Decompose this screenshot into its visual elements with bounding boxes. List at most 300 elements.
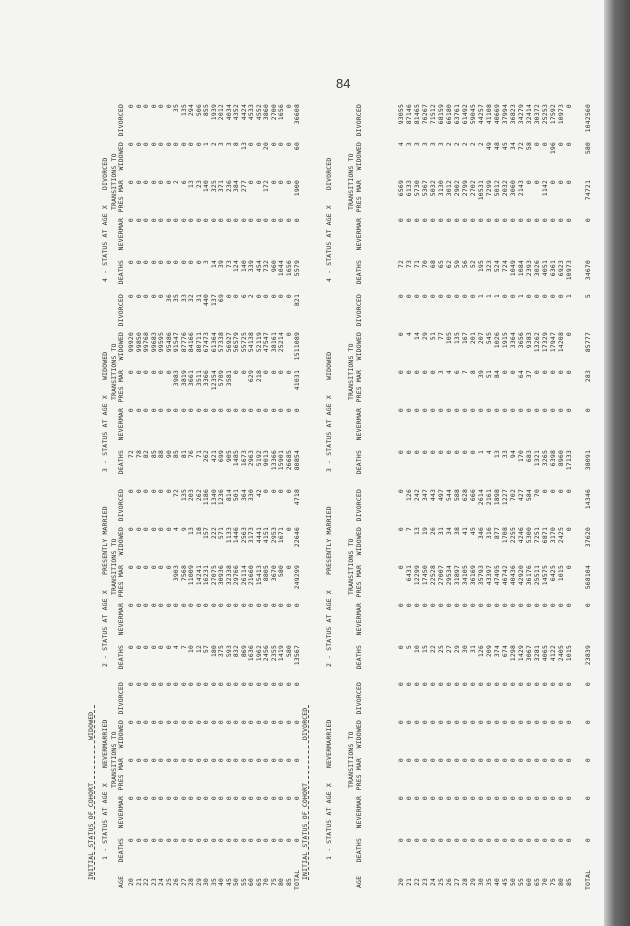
cell-divorced: 242 — [413, 489, 421, 502]
cell-nevermar: 0 — [224, 796, 233, 801]
cell-nevermar: 0 — [445, 408, 453, 413]
age-label: 28 — [187, 877, 195, 886]
age-label: 55 — [517, 877, 525, 886]
cell-divorced: 30372 — [533, 104, 541, 125]
cell-pres-mar: 0 — [469, 758, 477, 763]
cell-widowed: 84166 — [187, 332, 195, 353]
cell-deaths: 454 — [254, 260, 263, 273]
cell-pres-mar: 0 — [134, 370, 143, 375]
cell-pres-mar: 0 — [134, 180, 143, 185]
cell-pres-mar: 3983 — [172, 370, 180, 387]
cell-deaths: 70 — [421, 260, 429, 269]
cell-widowed: 0 — [397, 720, 405, 725]
cell-nevermar: 0 — [557, 408, 565, 413]
cell-divorced: 330 — [247, 489, 255, 502]
cell-deaths: 85 — [149, 450, 158, 459]
cell-pres-mar: 0 — [557, 180, 565, 185]
cell-divorced: 0 — [164, 104, 173, 109]
cell-nevermar: 0 — [517, 603, 525, 608]
cell-nevermar: 0 — [421, 603, 429, 608]
cell-pres-mar: 0 — [565, 370, 573, 375]
age-label: 24 — [429, 877, 437, 886]
cell-pres-mar: 3060 — [509, 180, 517, 197]
cell-pres-mar: 277 — [239, 180, 248, 193]
cell-deaths: 593 — [224, 645, 233, 658]
cell-divorced: 0 — [217, 682, 225, 687]
cell-deaths: 0 — [405, 838, 413, 843]
cell-widowed: 13262 — [533, 332, 541, 353]
column-header-divorced: DIVORCED — [355, 682, 363, 715]
cell-pres-mar: 51 — [485, 370, 493, 379]
cell-nevermar: 0 — [277, 603, 285, 608]
age-label: 55 — [239, 877, 248, 886]
cell-widowed: 0 — [127, 527, 135, 532]
cell-widowed: 29 — [421, 332, 429, 341]
cell-divorced: 37994 — [501, 104, 509, 125]
cell-pres-mar: 25511 — [533, 565, 541, 586]
cell-widowed: 3364 — [509, 332, 517, 349]
cell-deaths: 1044 — [277, 260, 285, 277]
section-heading: 1 - STATUS AT AGE X — [101, 783, 109, 860]
cell-divorced: 0 — [501, 294, 509, 299]
cell-divorced: 364 — [239, 489, 248, 502]
age-label: 65 — [533, 877, 541, 886]
cell-deaths: 0 — [453, 838, 461, 843]
cell-divorced: 0 — [194, 682, 203, 687]
cell-divorced: 0 — [413, 682, 421, 687]
cell-nevermar: 0 — [557, 218, 565, 223]
column-header-divorced: DIVORCED — [117, 104, 125, 137]
cell-nevermar: 0 — [461, 796, 469, 801]
cell-deaths: 0 — [533, 838, 541, 843]
cell-divorced: 0 — [284, 489, 293, 494]
cell-nevermar: 0 — [525, 796, 533, 801]
total-nevermar: 0 — [584, 218, 592, 223]
cell-widowed: 0 — [224, 720, 233, 725]
age-label: 21 — [134, 877, 143, 886]
cell-deaths: 4 — [172, 645, 180, 650]
cell-nevermar: 0 — [164, 603, 173, 608]
cell-deaths: 0 — [397, 838, 405, 843]
total-divorced: 0 — [584, 682, 592, 687]
cell-nevermar: 0 — [277, 796, 285, 801]
cell-widowed: 0 — [421, 720, 429, 725]
column-header-widowed: WIDOWED — [355, 142, 363, 171]
transitions-to-label: TRANSITIONS TO — [110, 731, 118, 788]
cell-widowed: 0 — [284, 142, 293, 147]
cell-deaths: 0 — [509, 838, 517, 843]
cell-pres-mar: 0 — [533, 758, 541, 763]
age-label: 75 — [549, 877, 557, 886]
cell-pres-mar: 0 — [517, 758, 525, 763]
cell-divorced: 544 — [445, 489, 453, 502]
cell-divorced: 0 — [557, 294, 565, 299]
cell-divorced: 6 — [239, 294, 248, 299]
cell-deaths: 0 — [172, 838, 180, 843]
total-widowed: 580 — [584, 142, 592, 155]
cell-pres-mar: 6425 — [549, 565, 557, 582]
age-header: AGE — [117, 875, 125, 888]
cell-widowed: 4 — [172, 527, 180, 532]
cell-pres-mar: 0 — [262, 370, 270, 375]
cell-pres-mar: 0 — [209, 758, 218, 763]
cell-widowed: 87776 — [179, 332, 188, 353]
age-label: 24 — [157, 877, 165, 886]
column-header-divorced: DIVORCED — [117, 489, 125, 522]
cell-deaths: 4 — [485, 450, 493, 455]
cell-nevermar: 0 — [254, 796, 263, 801]
cell-nevermar: 0 — [509, 218, 517, 223]
cell-divorced: 0 — [187, 682, 195, 687]
cell-pres-mar: 12299 — [413, 565, 421, 586]
cell-pres-mar: 0 — [157, 370, 165, 375]
cell-pres-mar: 0 — [149, 370, 158, 375]
cell-nevermar: 0 — [437, 796, 445, 801]
total-nevermar: 0 — [584, 408, 592, 413]
cell-nevermar: 0 — [262, 408, 270, 413]
cell-deaths: 10 — [187, 645, 195, 654]
cell-deaths: 3265 — [541, 450, 549, 467]
age-label: 75 — [269, 877, 278, 886]
cell-pres-mar: 37 — [525, 370, 533, 379]
cell-divorced: 1898 — [493, 489, 501, 506]
cell-deaths: 124 — [232, 260, 240, 273]
cell-pres-mar: 0 — [232, 758, 240, 763]
cell-divorced: 34279 — [517, 104, 525, 125]
cell-divorced: 0 — [157, 294, 165, 299]
cell-divorced: 0 — [397, 682, 405, 687]
cell-pres-mar: 35793 — [477, 565, 485, 586]
cell-nevermar: 0 — [142, 796, 150, 801]
cell-divorced: 2700 — [269, 104, 278, 121]
cell-divorced: 1227 — [501, 489, 509, 506]
transitions-to-label: TRANSITIONS TO — [110, 538, 118, 595]
cell-divorced: 4552 — [254, 104, 263, 121]
cell-deaths: 0 — [461, 450, 469, 455]
total-widowed: 0 — [293, 720, 301, 725]
cell-pres-mar: 0 — [277, 758, 285, 763]
section-status: WIDOWED — [101, 351, 109, 380]
transitions-to-label: TRANSITIONS TO — [110, 343, 118, 400]
cell-widowed: 157 — [202, 527, 210, 540]
cell-widowed: 0 — [134, 720, 143, 725]
cell-deaths: 3281 — [533, 645, 541, 662]
cell-divorced: 0 — [429, 682, 437, 687]
cell-deaths: 0 — [429, 838, 437, 843]
cell-widowed: 0 — [277, 142, 285, 147]
cell-pres-mar: 0 — [142, 565, 150, 570]
cell-deaths: 5192 — [254, 450, 263, 467]
cell-deaths: 0 — [421, 838, 429, 843]
cell-nevermar: 0 — [164, 796, 173, 801]
cell-divorced: 0 — [149, 104, 158, 109]
column-header-deaths: DEATHS — [117, 645, 125, 670]
cell-nevermar: 0 — [194, 408, 203, 413]
cell-divorced: 31 — [194, 294, 203, 303]
cell-pres-mar: 0 — [397, 370, 405, 375]
cell-pres-mar: 47495 — [493, 565, 501, 586]
section-status: WIDOWED — [325, 351, 333, 380]
cell-divorced: 59045 — [469, 104, 477, 125]
cell-nevermar: 0 — [549, 408, 557, 413]
cell-nevermar: 0 — [202, 408, 210, 413]
cell-divorced: 0 — [149, 682, 158, 687]
cell-divorced: 0 — [277, 294, 285, 299]
age-label: 35 — [485, 877, 493, 886]
cell-deaths: 2393 — [525, 260, 533, 277]
cell-pres-mar: 0 — [149, 180, 158, 185]
cell-widowed: 31 — [437, 527, 445, 536]
cell-pres-mar: 0 — [262, 758, 270, 763]
cell-widowed: 0 — [187, 720, 195, 725]
cell-divorced: 4352 — [232, 104, 240, 121]
cell-nevermar: 0 — [224, 218, 233, 223]
cell-nevermar: 0 — [413, 796, 421, 801]
cell-pres-mar: 0 — [127, 565, 135, 570]
cell-nevermar: 0 — [262, 796, 270, 801]
cell-pres-mar: 0 — [461, 758, 469, 763]
cell-widowed: 0 — [445, 720, 453, 725]
cell-widowed: 17329 — [541, 332, 549, 353]
cell-widowed: 0 — [172, 720, 180, 725]
transitions-to-label: TRANSITIONS TO — [347, 538, 355, 595]
cell-pres-mar: 0 — [477, 758, 485, 763]
cell-deaths: 0 — [254, 838, 263, 843]
cell-nevermar: 0 — [284, 603, 293, 608]
cell-divorced: 1 — [477, 294, 485, 299]
cell-deaths: 0 — [485, 838, 493, 843]
cell-divorced: 4533 — [247, 104, 255, 121]
cell-pres-mar: 0 — [493, 758, 501, 763]
cell-widowed: 25214 — [277, 332, 285, 353]
cell-widowed: 1026 — [493, 332, 501, 349]
cell-pres-mar: 39 — [477, 370, 485, 379]
cell-pres-mar: 0 — [179, 758, 188, 763]
cell-pres-mar: 7568 — [179, 565, 188, 582]
cell-widowed: 0 — [437, 720, 445, 725]
cell-widowed: 1708 — [501, 527, 509, 544]
cell-divorced: 440 — [202, 294, 210, 307]
cell-deaths: 71 — [413, 260, 421, 269]
cell-divorced: 666 — [469, 489, 477, 502]
cell-pres-mar: 0 — [284, 180, 293, 185]
cell-pres-mar: 0 — [127, 370, 135, 375]
cell-nevermar: 0 — [172, 796, 180, 801]
cell-nevermar: 0 — [149, 408, 158, 413]
cell-widowed: 0 — [413, 720, 421, 725]
cell-nevermar: 0 — [549, 603, 557, 608]
column-header-deaths: DEATHS — [355, 838, 363, 863]
cell-divorced: 0 — [549, 294, 557, 299]
age-label: 85 — [284, 877, 293, 886]
cell-nevermar: 0 — [209, 603, 218, 608]
cell-deaths: 2456 — [262, 645, 270, 662]
cell-pres-mar: 5730 — [413, 180, 421, 197]
cell-nevermar: 0 — [549, 796, 557, 801]
cell-widowed: 0 — [239, 720, 248, 725]
column-header-pres-mar: PRES MAR — [117, 180, 125, 213]
cell-divorced: 0 — [127, 294, 135, 299]
cell-deaths: 0 — [549, 838, 557, 843]
cell-nevermar: 0 — [262, 218, 270, 223]
cell-divorced: 0 — [142, 294, 150, 299]
cell-pres-mar: 2702 — [469, 180, 477, 197]
cell-deaths: 81 — [179, 450, 188, 459]
cell-pres-mar: 0 — [269, 370, 278, 375]
cell-nevermar: 0 — [453, 796, 461, 801]
column-header-widowed: WIDOWED — [117, 527, 125, 556]
cell-deaths: 0 — [232, 838, 240, 843]
section-status: PRESENTLY MARRIED — [101, 506, 109, 575]
cell-nevermar: 0 — [172, 408, 180, 413]
cell-deaths: 375 — [217, 645, 225, 658]
cell-nevermar: 0 — [517, 408, 525, 413]
cell-divorced: 0 — [262, 489, 270, 494]
cell-divorced: 0 — [421, 682, 429, 687]
cell-widowed: 99683 — [149, 332, 158, 353]
cell-pres-mar: 0 — [557, 370, 565, 375]
cell-nevermar: 0 — [413, 218, 421, 223]
cell-nevermar: 0 — [157, 603, 165, 608]
cell-pres-mar: 34105 — [461, 565, 469, 586]
cell-widowed: 52119 — [254, 332, 263, 353]
cell-pres-mar: 0 — [247, 758, 255, 763]
cell-deaths: 195 — [477, 260, 485, 273]
column-header-widowed: WIDOWED — [117, 142, 125, 171]
cell-pres-mar: 1142 — [541, 180, 549, 197]
cell-divorced: 497 — [437, 489, 445, 502]
cell-deaths: 0 — [421, 450, 429, 455]
cell-nevermar: 0 — [269, 796, 278, 801]
cell-pres-mar: 6133 — [405, 180, 413, 197]
cell-divorced: 32414 — [525, 104, 533, 125]
cell-nevermar: 0 — [437, 603, 445, 608]
cell-nevermar: 0 — [179, 796, 188, 801]
cell-nevermar: 0 — [541, 603, 549, 608]
cell-deaths: 1673 — [239, 450, 248, 467]
cell-deaths: 0 — [469, 450, 477, 455]
cell-widowed: 47547 — [262, 332, 270, 353]
cell-nevermar: 0 — [142, 408, 150, 413]
total-nevermar: 0 — [584, 796, 592, 801]
cell-widowed: 72 — [517, 142, 525, 151]
cell-pres-mar: 5032 — [429, 180, 437, 197]
cell-widowed: 2 — [209, 142, 218, 147]
age-label: 29 — [469, 877, 477, 886]
cell-widowed: 0 — [194, 142, 203, 147]
cell-nevermar: 0 — [179, 603, 188, 608]
cell-widowed: 56579 — [232, 332, 240, 353]
transitions-to-label: TRANSITIONS TO — [347, 343, 355, 400]
cell-divorced: 0 — [525, 294, 533, 299]
cell-nevermar: 0 — [421, 218, 429, 223]
cell-deaths: 1321 — [533, 450, 541, 467]
cell-nevermar: 0 — [485, 796, 493, 801]
cell-divorced: 33 — [179, 294, 188, 303]
age-label: 25 — [437, 877, 445, 886]
cell-nevermar: 0 — [437, 408, 445, 413]
cell-pres-mar: 3 — [437, 370, 445, 375]
cell-divorced: 0 — [269, 682, 278, 687]
cell-pres-mar: 0 — [157, 180, 165, 185]
cell-widowed: 0 — [142, 142, 150, 147]
cell-deaths: 68 — [429, 260, 437, 269]
cell-pres-mar: 0 — [127, 180, 135, 185]
cell-nevermar: 0 — [429, 796, 437, 801]
cell-nevermar: 0 — [565, 603, 573, 608]
cell-nevermar: 0 — [269, 218, 278, 223]
cell-divorced: 0 — [461, 294, 469, 299]
cell-pres-mar: 0 — [541, 758, 549, 763]
column-header-widowed: WIDOWED — [355, 527, 363, 556]
cell-nevermar: 0 — [565, 796, 573, 801]
cell-divorced: 0 — [164, 489, 173, 494]
cell-widowed: 0 — [565, 527, 573, 532]
cell-widowed: 18 — [194, 527, 203, 536]
cell-pres-mar: 0 — [541, 370, 549, 375]
cell-widowed: 2 — [477, 142, 485, 147]
cell-nevermar: 0 — [142, 218, 150, 223]
cell-nevermar: 0 — [565, 408, 573, 413]
cell-widowed: 7251 — [533, 527, 541, 544]
cell-divorced: 135 — [179, 104, 188, 117]
cell-nevermar: 0 — [525, 603, 533, 608]
cell-divorced: 0 — [262, 682, 270, 687]
cell-widowed: 0 — [134, 527, 143, 532]
cell-deaths: 732 — [262, 260, 270, 273]
cell-widowed: 1133 — [224, 527, 233, 544]
cell-pres-mar: 140 — [202, 180, 210, 193]
cell-divorced: 0 — [232, 682, 240, 687]
cell-pres-mar: 32338 — [224, 565, 233, 586]
cell-widowed: 0 — [405, 720, 413, 725]
cell-divorced: 61492 — [461, 104, 469, 125]
cell-deaths: 0 — [194, 260, 203, 265]
cell-pres-mar: 11009 — [187, 565, 195, 586]
cell-deaths: 0 — [179, 838, 188, 843]
cell-widowed: 0 — [557, 720, 565, 725]
cell-deaths: 13366 — [269, 450, 278, 471]
cell-widowed: 45 — [501, 142, 509, 151]
column-header-deaths: DEATHS — [117, 838, 125, 863]
cell-pres-mar: 0 — [194, 758, 203, 763]
cell-divorced: 63761 — [453, 104, 461, 125]
cell-divorced: 35 — [172, 294, 180, 303]
cell-divorced: 0 — [485, 682, 493, 687]
cell-widowed: 1 — [202, 142, 210, 147]
total-nevermar: 0 — [293, 603, 301, 608]
cell-divorced: 1 — [565, 294, 573, 299]
cell-widowed: 0 — [557, 142, 565, 147]
total-label: TOTAL — [293, 869, 301, 890]
cell-pres-mar: 29534 — [445, 565, 453, 586]
cell-pres-mar: 0 — [172, 758, 180, 763]
age-label: 40 — [493, 877, 501, 886]
cell-pres-mar: 23 — [194, 180, 203, 189]
cell-divorced: 0 — [202, 682, 210, 687]
cell-deaths: 30 — [461, 645, 469, 654]
cell-nevermar: 0 — [421, 796, 429, 801]
column-header-pres-mar: PRES MAR — [117, 370, 125, 403]
cell-widowed: 0 — [247, 142, 255, 147]
cell-pres-mar: 40436 — [509, 565, 517, 586]
cell-pres-mar: 172 — [262, 180, 270, 193]
cell-widowed: 0 — [549, 720, 557, 725]
cell-deaths: 4051 — [541, 260, 549, 277]
cell-deaths: 0 — [469, 838, 477, 843]
cell-deaths: 0 — [134, 645, 143, 650]
column-header-pres-mar: PRES MAR — [355, 180, 363, 213]
